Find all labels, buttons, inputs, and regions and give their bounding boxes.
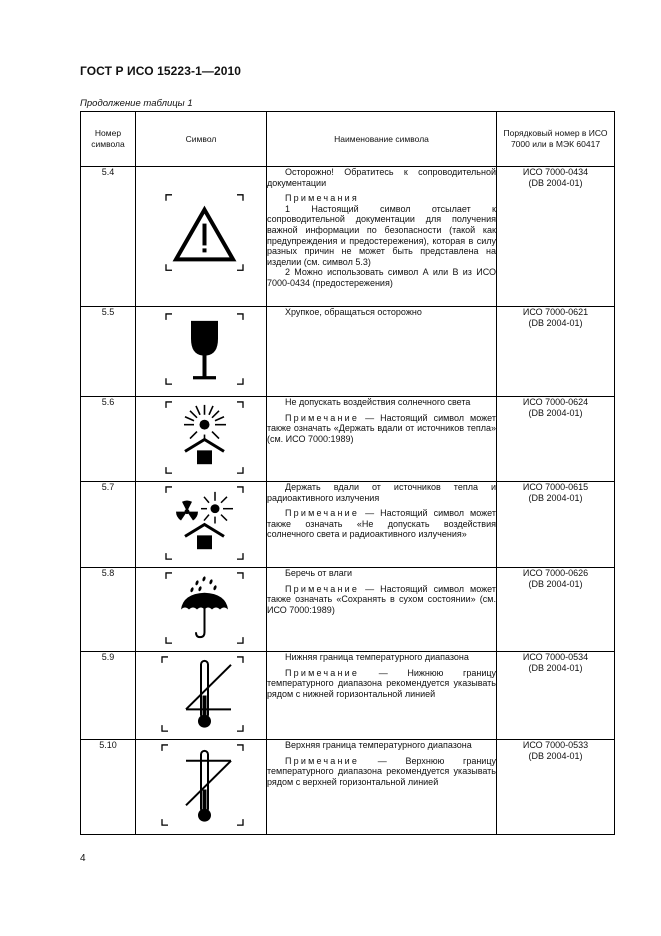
symbol-number: 5.9 bbox=[81, 652, 136, 740]
header-reference: Порядковый номер в ИСО 7000 или в МЭК 60417 bbox=[497, 112, 615, 167]
db-reference: (DB 2004-01) bbox=[528, 408, 583, 419]
note bbox=[267, 668, 496, 700]
reference-cell bbox=[497, 482, 615, 568]
symbol-cell bbox=[136, 740, 267, 835]
symbol-cell bbox=[136, 482, 267, 568]
symbol-title: Не допускать воздействия солнечного света bbox=[285, 397, 471, 407]
header-name: Наименование символа bbox=[267, 112, 497, 167]
document-title: ГОСТ Р ИСО 15223-1—2010 bbox=[80, 64, 242, 78]
symbol-number: 5.5 bbox=[81, 307, 136, 397]
db-reference: (DB 2004-01) bbox=[528, 663, 583, 674]
symbol-cell bbox=[136, 652, 267, 740]
reference-cell bbox=[497, 652, 615, 740]
symbol-number: 5.7 bbox=[81, 482, 136, 568]
symbol-description bbox=[267, 568, 497, 652]
reference-cell bbox=[497, 167, 615, 307]
symbol-description bbox=[267, 482, 497, 568]
db-reference: (DB 2004-01) bbox=[528, 579, 583, 590]
note-label: Примечание bbox=[285, 667, 360, 678]
keep-away-from-sunlight-icon bbox=[136, 397, 267, 481]
iso-reference: ИСО 7000-0621 bbox=[522, 307, 589, 317]
note-label: Примечание bbox=[285, 508, 360, 519]
table-row bbox=[81, 568, 615, 652]
iso-reference: ИСО 7000-0626 bbox=[522, 568, 589, 578]
symbol-title: Хрупкое, обращаться осторожно bbox=[285, 307, 422, 317]
symbol-cell bbox=[136, 397, 267, 482]
keep-dry-umbrella-icon bbox=[136, 568, 267, 651]
symbol-number: 5.10 bbox=[81, 740, 136, 835]
note-text: — Настоящий символ может также означать «Не допускать воздействия солнечного света и радиоактивного излучения» bbox=[267, 508, 496, 540]
table-row bbox=[81, 740, 615, 835]
fragile-glass-icon bbox=[136, 307, 267, 396]
note bbox=[267, 413, 496, 445]
table-row bbox=[81, 482, 615, 568]
note-text: — Верхнюю границу температурного диапазона рекомендуется указывать рядом с верхней горизонтальной линией bbox=[267, 755, 496, 787]
header-number: Номер символа bbox=[81, 112, 136, 167]
symbol-title: Осторожно! Обратитесь к сопроводительной документации bbox=[267, 167, 496, 188]
reference-cell bbox=[497, 740, 615, 835]
page-number: 4 bbox=[80, 853, 86, 864]
table-row bbox=[81, 307, 615, 397]
note bbox=[267, 756, 496, 788]
iso-reference: ИСО 7000-0533 bbox=[522, 740, 589, 750]
symbol-description bbox=[267, 307, 497, 397]
note-label: Примечание bbox=[285, 412, 360, 423]
symbol-number: 5.6 bbox=[81, 397, 136, 482]
iso-reference: ИСО 7000-0624 bbox=[522, 397, 589, 407]
iso-reference: ИСО 7000-0434 bbox=[522, 167, 589, 177]
symbol-cell bbox=[136, 568, 267, 652]
symbol-title: Верхняя граница температурного диапазона bbox=[285, 740, 472, 750]
symbol-number: 5.4 bbox=[81, 167, 136, 307]
symbol-cell bbox=[136, 307, 267, 397]
note bbox=[267, 508, 496, 540]
note-label: Примечание bbox=[285, 755, 360, 766]
symbol-cell bbox=[136, 167, 267, 307]
keep-away-from-heat-and-radiation-icon bbox=[136, 482, 267, 567]
upper-temperature-limit-icon bbox=[136, 740, 267, 834]
symbol-title: Нижняя граница температурного диапазона bbox=[285, 652, 469, 662]
table-row bbox=[81, 652, 615, 740]
note-item: 2 Можно использовать символ А или В из ИСО 7000-0434 (предостережения) bbox=[267, 267, 496, 289]
table-caption: Продолжение таблицы 1 bbox=[80, 98, 193, 109]
table-row bbox=[81, 167, 615, 307]
iso-reference: ИСО 7000-0534 bbox=[522, 652, 589, 662]
db-reference: (DB 2004-01) bbox=[528, 178, 583, 189]
table-row bbox=[81, 397, 615, 482]
symbol-description bbox=[267, 740, 497, 835]
note bbox=[267, 584, 496, 616]
iso-reference: ИСО 7000-0615 bbox=[522, 482, 589, 492]
reference-cell bbox=[497, 568, 615, 652]
symbol-description bbox=[267, 652, 497, 740]
db-reference: (DB 2004-01) bbox=[528, 751, 583, 762]
db-reference: (DB 2004-01) bbox=[528, 318, 583, 329]
note-text: — Нижнюю границу температурного диапазона рекомендуется указывать рядом с нижней горизонтальной линией bbox=[267, 667, 496, 699]
warning-triangle-icon bbox=[136, 167, 267, 306]
note-text: — Настоящий символ может также означать «Сохранять в сухом состоянии» (см. ИСО 7000:1989) bbox=[267, 583, 496, 615]
reference-cell bbox=[497, 397, 615, 482]
symbol-description bbox=[267, 397, 497, 482]
reference-cell bbox=[497, 307, 615, 397]
db-reference: (DB 2004-01) bbox=[528, 493, 583, 504]
symbol-title: Держать вдали от источников тепла и радиоактивного излучения bbox=[267, 482, 496, 503]
note-item: 1 Настоящий символ отсылает к сопроводительной документации для получения важной информации по безопасности (такой как предупреждения и предостережения), которая в силу разных причин не может быть представлена на изделии (см. символ 5.3) bbox=[267, 203, 496, 267]
symbol-number: 5.8 bbox=[81, 568, 136, 652]
note-text: — Настоящий символ может также означать «Держать вдали от источников тепла» (см. ИСО 7000:1989) bbox=[267, 412, 496, 444]
symbols-table bbox=[80, 111, 615, 835]
notes-heading: Примечания bbox=[285, 193, 359, 204]
lower-temperature-limit-icon bbox=[136, 652, 267, 739]
symbol-title: Беречь от влаги bbox=[285, 568, 353, 578]
symbol-description bbox=[267, 167, 497, 307]
table-header-row bbox=[81, 112, 615, 167]
header-symbol: Символ bbox=[136, 112, 267, 167]
note-label: Примечание bbox=[285, 583, 360, 594]
